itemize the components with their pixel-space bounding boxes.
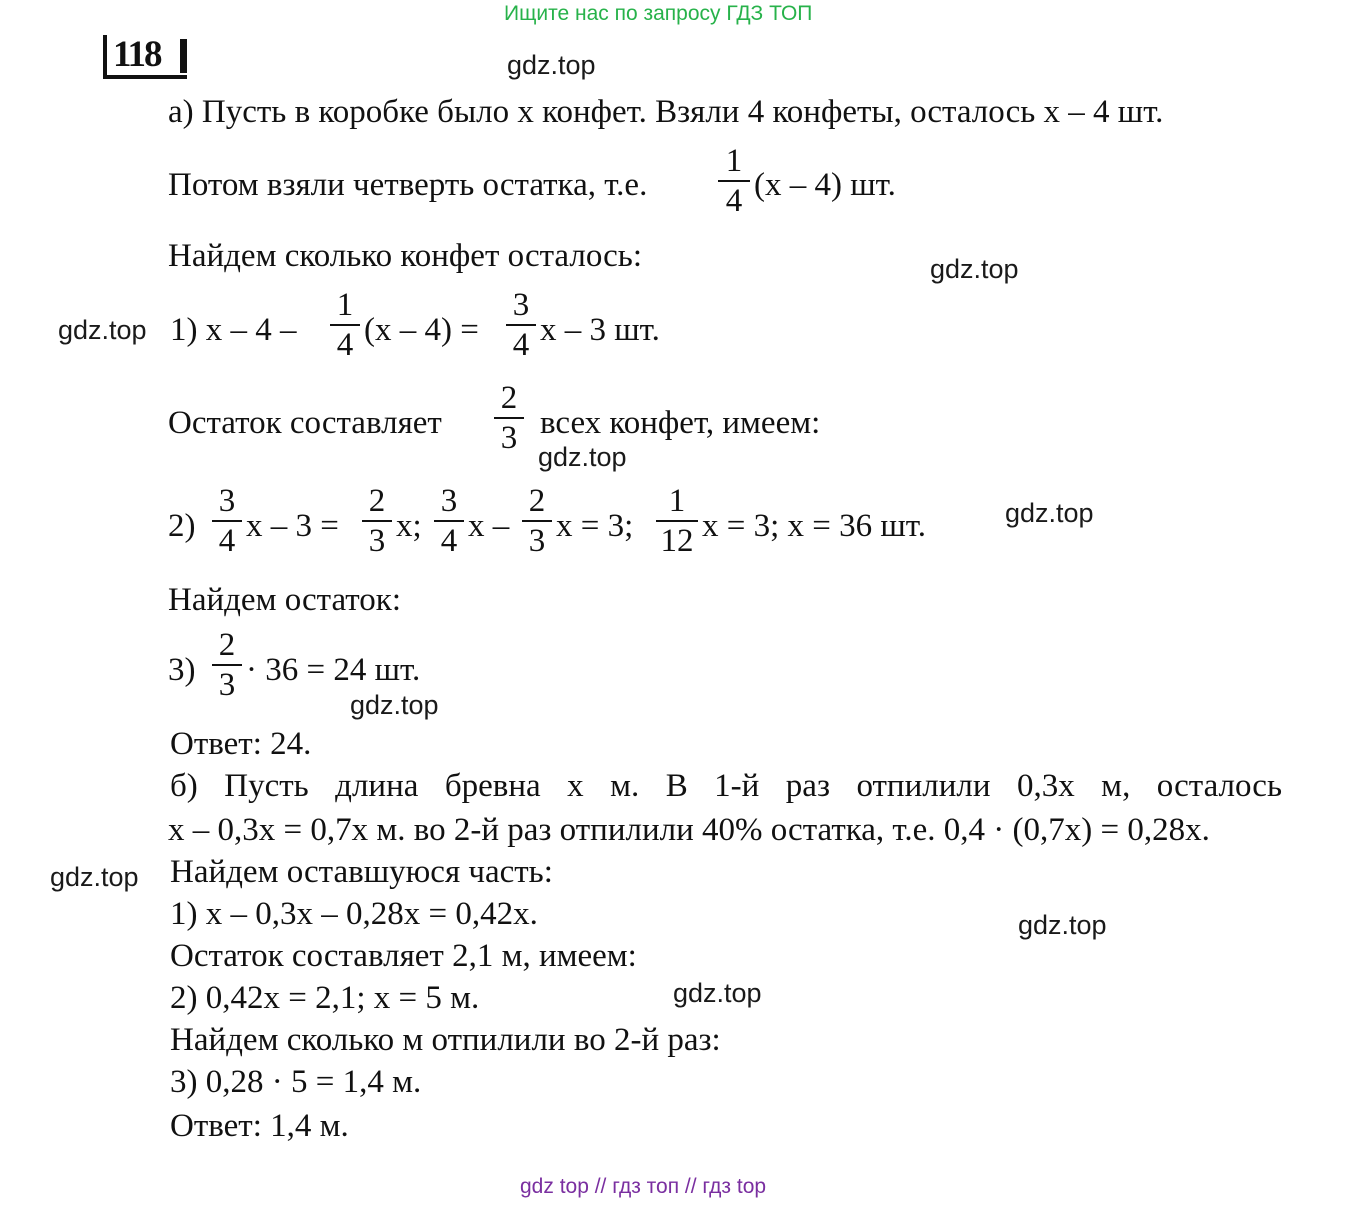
part-b-line-4: 1) x – 0,3x – 0,28x = 0,42x.: [170, 896, 538, 932]
fraction-one-quarter: [330, 288, 360, 362]
fraction-numerator: 2: [362, 484, 392, 522]
watermark: gdz.top: [350, 690, 439, 720]
watermark: gdz.top: [1005, 498, 1094, 528]
part-a-line-7: Найдем остаток:: [168, 582, 401, 618]
fraction-numerator: 3: [434, 484, 464, 522]
step-1-post: x – 3 шт.: [540, 312, 660, 348]
fraction-denominator: 4: [336, 327, 354, 363]
step-1-mid: (x – 4) =: [364, 312, 479, 348]
part-b-line-1: б) Пусть длина бревна x м. В 1-й раз отпилили 0,3x м, осталось: [170, 768, 1282, 804]
fraction-numerator: 1: [656, 484, 698, 522]
part-b-answer: Ответ: 1,4 м.: [170, 1108, 349, 1144]
watermark: gdz.top: [50, 862, 139, 892]
watermark: gdz.top: [538, 442, 627, 472]
part-a-answer: Ответ: 24.: [170, 726, 312, 762]
fraction-numerator: 3: [212, 484, 242, 522]
step-1-pre: 1) x – 4 –: [170, 312, 297, 348]
step-2-c: x –: [468, 508, 510, 544]
task-number-bar: [180, 39, 187, 73]
step-2-b: x;: [396, 508, 422, 544]
watermark: gdz.top: [673, 978, 762, 1008]
watermark: gdz.top: [930, 254, 1019, 284]
fraction-denominator: 4: [440, 523, 458, 559]
fraction-three-quarters: [506, 288, 536, 362]
fraction-numerator: 1: [718, 144, 750, 182]
step-2-e: x = 3; x = 36 шт.: [702, 508, 926, 544]
fraction-numerator: 2: [494, 381, 524, 419]
top-banner: Ищите нас по запросу ГДЗ ТОП: [504, 2, 813, 25]
fraction-denominator: 4: [218, 523, 236, 559]
task-number-text: 118: [113, 34, 161, 75]
step-2-d: x = 3;: [556, 508, 634, 544]
fraction-three-quarters: [212, 484, 242, 558]
fraction-denominator: 3: [500, 420, 518, 456]
step-3-post: · 36 = 24 шт.: [246, 652, 421, 688]
fraction-denominator: 3: [218, 667, 236, 703]
step-2-label: 2): [168, 508, 196, 544]
fraction-two-thirds: [212, 628, 242, 702]
fraction-two-thirds: [494, 381, 524, 455]
task-number: [103, 35, 187, 79]
part-b-line-2: x – 0,3x = 0,7x м. во 2-й раз отпилили 40% остатка, т.е. 0,4 · (0,7x) = 0,28x.: [168, 812, 1210, 848]
part-b-line-7: Найдем сколько м отпилили во 2-й раз:: [170, 1022, 721, 1058]
fraction-two-thirds: [362, 484, 392, 558]
part-b-line-6: 2) 0,42x = 2,1; x = 5 м.: [170, 980, 480, 1016]
bottom-banner: gdz top // гдз топ // гдз top: [520, 1175, 767, 1198]
fraction-denominator: 4: [512, 327, 530, 363]
fraction-numerator: 3: [506, 288, 536, 326]
step-3-label: 3): [168, 652, 196, 688]
part-b-line-5: Остаток составляет 2,1 м, имеем:: [170, 938, 637, 974]
part-a-line-5-post: всех конфет, имеем:: [540, 405, 821, 441]
part-b-line-3: Найдем оставшуюся часть:: [170, 854, 553, 890]
part-a-line-1: а) Пусть в коробке было x конфет. Взяли 4 конфеты, осталось x – 4 шт.: [168, 94, 1164, 130]
fraction-one-twelfth: [656, 484, 698, 558]
part-a-line-5-pre: Остаток составляет: [168, 405, 442, 441]
fraction-numerator: 1: [330, 288, 360, 326]
fraction-denominator: 4: [725, 183, 743, 219]
fraction-denominator: 3: [528, 523, 546, 559]
step-2-a: x – 3 =: [246, 508, 339, 544]
watermark: gdz.top: [1018, 910, 1107, 940]
part-b-line-8: 3) 0,28 · 5 = 1,4 м.: [170, 1064, 422, 1100]
watermark: gdz.top: [507, 50, 596, 80]
fraction-denominator: 12: [660, 523, 694, 559]
fraction-numerator: 2: [522, 484, 552, 522]
part-a-line-3: Найдем сколько конфет осталось:: [168, 238, 643, 274]
watermark: gdz.top: [58, 315, 147, 345]
fraction-one-quarter: [718, 144, 750, 218]
fraction-denominator: 3: [368, 523, 386, 559]
part-a-line-2-post: (x – 4) шт.: [754, 167, 896, 203]
fraction-three-quarters: [434, 484, 464, 558]
fraction-two-thirds: [522, 484, 552, 558]
part-a-line-2-pre: Потом взяли четверть остатка, т.е.: [168, 167, 648, 203]
fraction-numerator: 2: [212, 628, 242, 666]
